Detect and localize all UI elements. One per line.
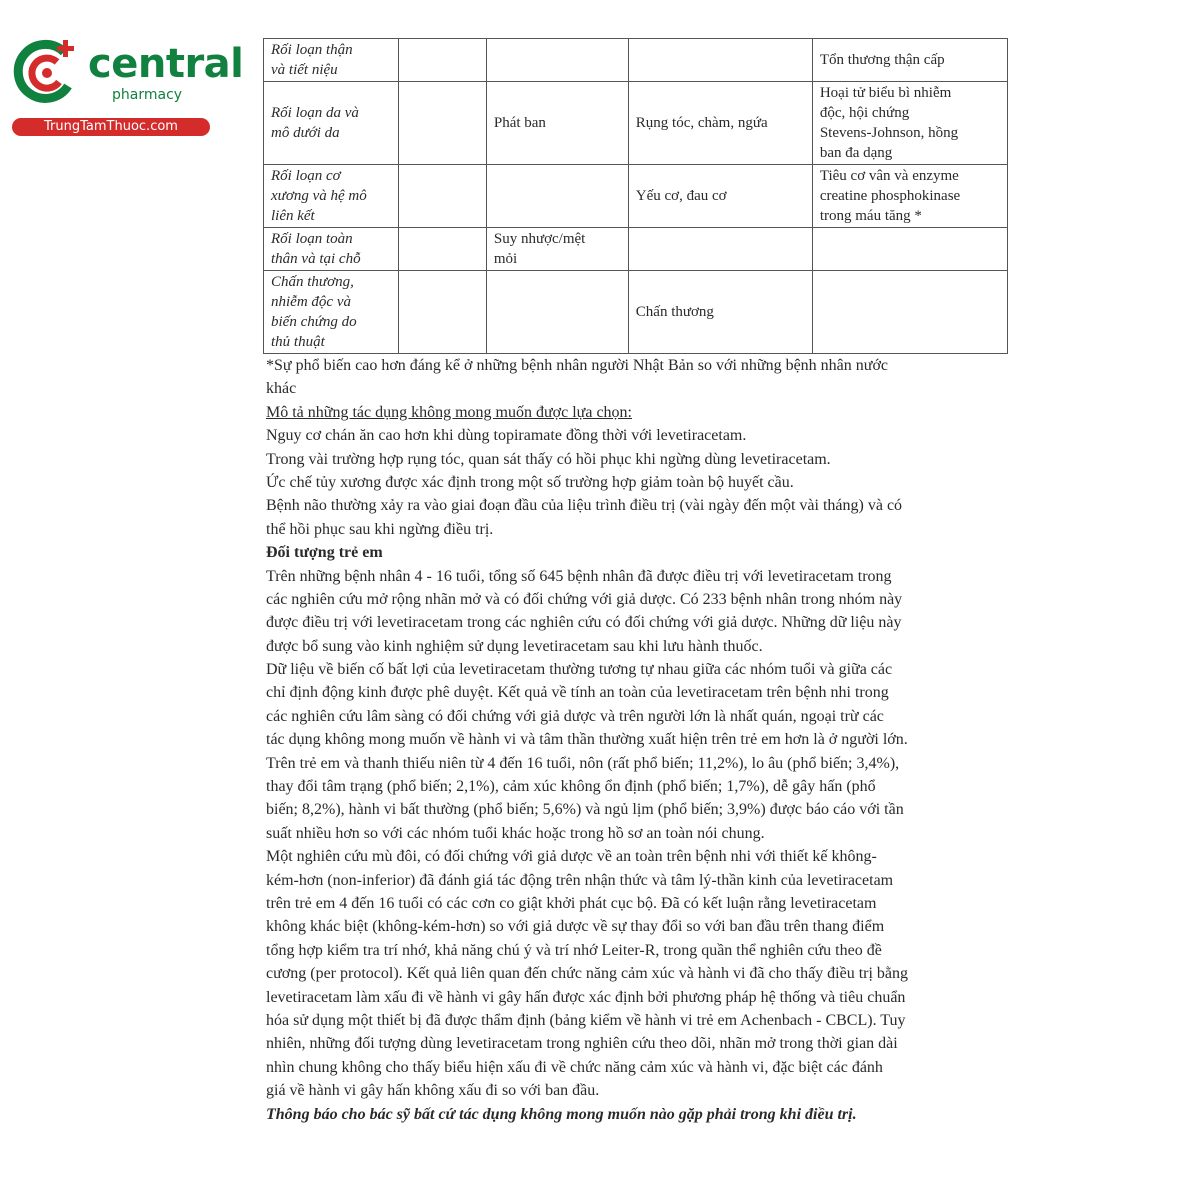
subsection-heading: Mô tả những tác dụng không mong muốn được lựa chọn: — [266, 403, 632, 421]
logo-website: TrungTamThuoc.com — [12, 118, 210, 136]
central-pharmacy-logo — [12, 38, 244, 138]
table-cell — [628, 39, 812, 82]
text-line: kém-hơn (non-inferior) đã đánh giá tác động trên nhận thức và tâm lý-thần kinh của levetiracetam — [266, 871, 894, 889]
text-line: Trong vài trường hợp rụng tóc, quan sát thấy có hồi phục khi ngừng dùng levetiracetam. — [266, 450, 831, 468]
logo-brand-name: central — [88, 41, 244, 87]
text-line: tổng hợp kiểm tra trí nhớ, khả năng chú ý và trí nhớ Leiter-R, trong quần thể nghiên cứu theo đề — [266, 941, 882, 959]
table-cell: Yếu cơ, đau cơ — [628, 165, 812, 228]
text-line: Nguy cơ chán ăn cao hơn khi dùng topiramate đồng thời với levetiracetam. — [266, 427, 747, 445]
text-line: chỉ định động kinh được phê duyệt. Kết quả về tính an toàn của levetiracetam trên bệnh nhi trong — [266, 684, 889, 702]
organ-class-cell: Rối loạn toàn thân và tại chỗ — [264, 228, 399, 271]
text-line: các nghiên cứu lâm sàng có đối chứng với giả dược và trên người lớn là nhất quán, ngoại trừ các — [266, 707, 884, 725]
table-cell — [399, 271, 487, 354]
text-line: Thông báo cho bác sỹ bất cứ tác dụng không mong muốn nào gặp phải trong khi điều trị. — [266, 1105, 857, 1123]
central-pharmacy-logo-icon — [12, 38, 82, 108]
text-line: nhiên, những đối tượng dùng levetiracetam trong nghiên cứu theo dõi, nhãn mở trong thời gian dài — [266, 1035, 898, 1053]
text-line: cương (per protocol). Kết quả liên quan đến chức năng cảm xúc và hành vi đã cho thấy điều trị bằng — [266, 965, 909, 983]
organ-class-cell: Chấn thương, nhiễm độc và biến chứng do thủ thuật — [264, 271, 399, 354]
table-cell: Suy nhược/mệt mỏi — [486, 228, 628, 271]
table-row — [264, 165, 1008, 228]
text-line: Trên trẻ em và thanh thiếu niên từ 4 đến 16 tuổi, nôn (rất phổ biến; 11,2%), lo âu (phổ biến; 3,4%), — [266, 754, 900, 772]
text-line: được điều trị với levetiracetam trong các nghiên cứu có đối chứng với giả dược. Những dữ liệu này — [266, 614, 902, 632]
organ-class-cell: Rối loạn cơ xương và hệ mô liên kết — [264, 165, 399, 228]
table-cell — [399, 82, 487, 165]
text-line: hóa sử dụng một thiết bị đã được thẩm định (bảng kiểm về hành vi trẻ em Achenbach - CBCL). Tuy — [266, 1011, 906, 1029]
organ-class-cell: Rối loạn thận và tiết niệu — [264, 39, 399, 82]
logo-subtitle: pharmacy — [112, 87, 183, 103]
text-line: khác — [266, 380, 297, 398]
text-line: *Sự phổ biến cao hơn đáng kể ở những bệnh nhân người Nhật Bản so với những bệnh nhân nước — [266, 357, 889, 374]
table-cell: Chấn thương — [628, 271, 812, 354]
table-cell — [486, 271, 628, 354]
table-row — [264, 39, 1008, 82]
section-heading: Đối tượng trẻ em — [266, 544, 383, 562]
text-line: Ức chế tủy xương được xác định trong một số trường hợp giảm toàn bộ huyết cầu. — [266, 473, 794, 491]
table-row — [264, 82, 1008, 165]
organ-class-cell: Rối loạn da và mô dưới da — [264, 82, 399, 165]
text-line: Trên những bệnh nhân 4 - 16 tuổi, tổng số 645 bệnh nhân đã được điều trị với levetiracetam trong — [266, 567, 892, 585]
text-line: tác dụng không mong muốn về hành vi và tâm thần thường xuất hiện trên trẻ em hơn là ở người lớn. — [266, 731, 908, 749]
text-line: nhìn chung không cho thấy biểu hiện xấu đi về chức năng cảm xúc và hành vi, đặc biệt các đánh — [266, 1058, 883, 1076]
text-line: Dữ liệu về biến cố bất lợi của levetiracetam thường tương tự nhau giữa các nhóm tuổi và giữa các — [266, 661, 893, 679]
text-line: Bệnh não thường xảy ra vào giai đoạn đầu của liệu trình điều trị (vài ngày đến một vài tháng) và có — [266, 497, 903, 515]
text-line: Một nghiên cứu mù đôi, có đối chứng với giả dược về an toàn trên bệnh nhi với thiết kế không- — [266, 848, 877, 866]
text-line: được bổ sung vào kinh nghiệm sử dụng levetiracetam sau khi lưu hành thuốc. — [266, 637, 763, 655]
table-cell: Rụng tóc, chàm, ngứa — [628, 82, 812, 165]
table-row — [264, 271, 1008, 354]
text-line: thay đổi tâm trạng (phổ biến; 2,1%), cảm xúc không ổn định (phổ biến; 1,7%), dễ gây hấn (phổ — [266, 778, 876, 796]
text-line: không khác biệt (không-kém-hơn) so với giả dược về sự thay đổi so với ban đầu trên thang điểm — [266, 918, 885, 936]
table-cell: Tiêu cơ vân và enzyme creatine phosphokinase trong máu tăng * — [812, 165, 1007, 228]
table-cell: Hoại tử biểu bì nhiễm độc, hội chứng Stevens-Johnson, hồng ban đa dạng — [812, 82, 1007, 165]
text-line: thể hồi phục sau khi ngừng điều trị. — [266, 520, 494, 538]
table-cell: Tổn thương thận cấp — [812, 39, 1007, 82]
document-body — [266, 354, 982, 1126]
table-cell — [628, 228, 812, 271]
table-row — [264, 228, 1008, 271]
table-cell — [812, 271, 1007, 354]
table-cell — [812, 228, 1007, 271]
text-line: các nghiên cứu mở rộng nhãn mở và có đối chứng với giả dược. Có 233 bệnh nhân trong nhóm này — [266, 590, 903, 608]
text-line: biến; 8,2%), hành vi bất thường (phổ biến; 5,6%) và ngủ lịm (phổ biến; 3,9%) được báo cáo với tần — [266, 801, 904, 819]
table-cell — [399, 165, 487, 228]
table-cell — [399, 228, 487, 271]
text-line: trên trẻ em 4 đến 16 tuổi có các cơn co giật khởi phát cục bộ. Đã có kết luận rằng levetiracetam — [266, 894, 877, 912]
adverse-reactions-table — [263, 38, 1008, 354]
text-line: giá về hành vi gây hấn không xấu đi so với ban đầu. — [266, 1082, 600, 1100]
table-cell — [486, 39, 628, 82]
table-cell — [486, 165, 628, 228]
text-line: suất nhiều hơn so với các nhóm tuổi khác hoặc trong hồ sơ an toàn nói chung. — [266, 824, 765, 842]
table-cell: Phát ban — [486, 82, 628, 165]
table-cell — [399, 39, 487, 82]
text-line: levetiracetam làm xấu đi về hành vi gây hấn được xác định bởi phương pháp hệ thống và tiêu chuẩn — [266, 988, 906, 1006]
